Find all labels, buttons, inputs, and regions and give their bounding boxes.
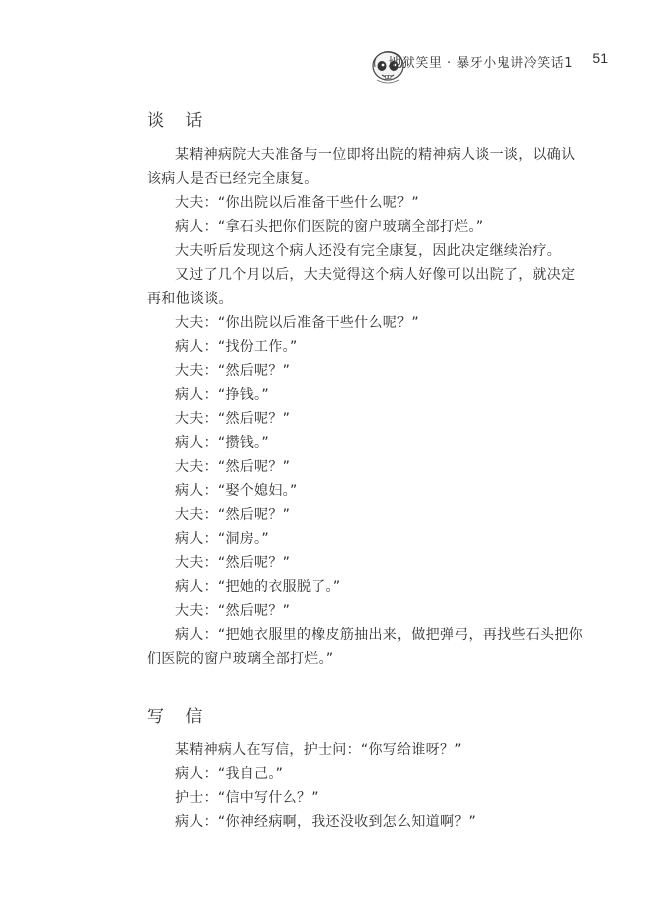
section-title: 写 信 (147, 707, 211, 727)
dialogue-line: 大夫：“然后呢？” (175, 411, 291, 427)
dialogue-line: 病人：“洞房。” (175, 531, 269, 547)
paragraph-final: 病人：“把她衣服里的橡皮筋抽出来，做把弹弓，再找些石头把你们医院的窗户玻璃全部打烂。” (147, 627, 583, 667)
dialogue-line: 大夫：“然后呢？” (175, 363, 291, 379)
dialogue-line: 大夫：“然后呢？” (175, 555, 291, 571)
dialogue-line: 大夫：“你出院以后准备干些什么呢？” (175, 315, 419, 331)
paragraph-second: 又过了几个月以后，大夫觉得这个病人好像可以出院了，就决定再和他谈谈。 (147, 267, 576, 307)
section-title: 谈 话 (147, 111, 211, 131)
dialogue-line: 病人：“把她的衣服脱了。” (175, 579, 341, 595)
dialogue-line: 某精神病人在写信，护士问：“你写给谁呀？” (175, 742, 462, 758)
dialogue-line: 大夫：“然后呢？” (175, 459, 291, 475)
page-header (0, 0, 671, 92)
dialogue-line: 大夫：“然后呢？” (175, 603, 291, 619)
dialogue-line: 病人：“你神经病啊，我还没收到怎么知道啊？” (175, 814, 477, 830)
section-letter (147, 702, 587, 834)
paragraph-intro: 某精神病院大夫准备与一位即将出院的精神病人谈一谈，以确认该病人是否已经完全康复。 (147, 147, 576, 187)
dialogue-line: 病人：“挣钱。” (175, 387, 269, 403)
header-book-title: 地狱笑里 · 暴牙小鬼讲冷笑话1 (388, 56, 573, 71)
dialogue-line: 病人：“拿石头把你们医院的窗户玻璃全部打烂。” (175, 219, 484, 235)
page-number: 51 (592, 50, 608, 66)
dialogue-line: 大夫：“然后呢？” (175, 507, 291, 523)
dialogue-line: 大夫：“你出院以后准备干些什么呢？” (175, 195, 419, 211)
dialogue-line: 大夫听后发现这个病人还没有完全康复，因此决定继续治疗。 (175, 243, 562, 259)
dialogue-line: 护士：“信中写什么？” (175, 790, 319, 806)
dialogue-line: 病人：“找份工作。” (175, 339, 298, 355)
section-talk (147, 106, 587, 671)
dialogue-line: 病人：“我自己。” (175, 766, 284, 782)
dialogue-line: 病人：“娶个媳妇。” (175, 483, 298, 499)
dialogue-line: 病人：“攒钱。” (175, 435, 269, 451)
